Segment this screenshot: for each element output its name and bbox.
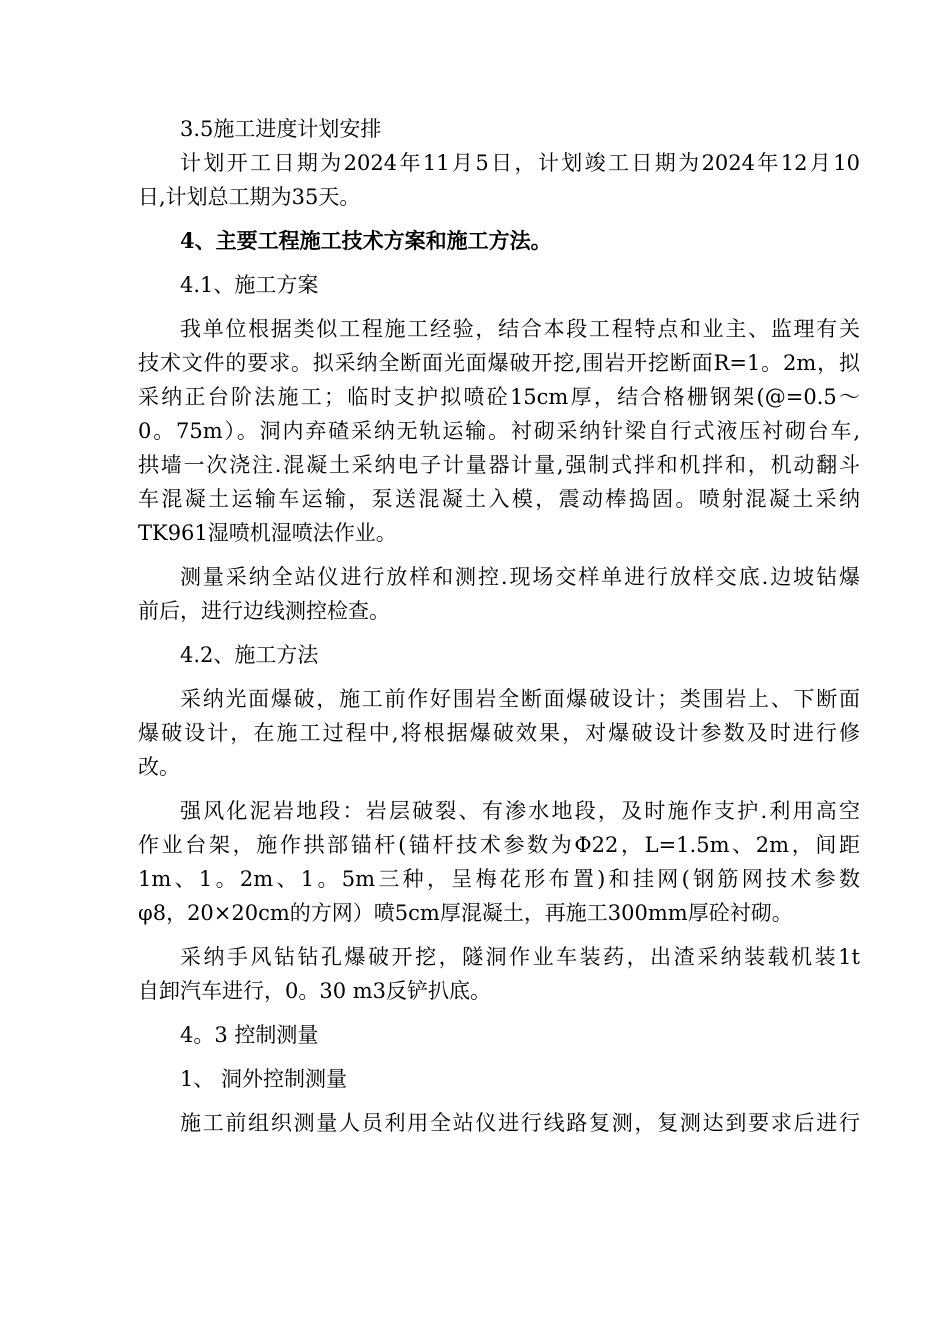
section-heading-4-3: 4。3 控制测量: [180, 1023, 319, 1047]
paragraph-line: 测量采纳全站仪进行放样和测控.现场交样单进行放样交底.边坡钻爆: [180, 565, 860, 589]
paragraph-line: 采纳光面爆破，施工前作好围岩全断面爆破设计；类围岩上、下断面: [180, 687, 860, 711]
section-heading-4: 4、主要工程施工技术方案和施工方法。: [180, 228, 552, 253]
paragraph-line: 施工前组织测量人员利用全站仪进行线路复测，复测达到要求后进行: [180, 1111, 860, 1135]
paragraph-line: 作业台架，施作拱部锚杆(锚杆技术参数为Φ22，L=1.5m、2m，间距: [138, 833, 860, 857]
paragraph-line: 前后，进行边线测控检查。: [138, 599, 390, 623]
paragraph-line: φ8，20×20cm的方网）喷5cm厚混凝土，再施工300mm厚砼衬砌。: [138, 901, 793, 925]
section-heading-4-2: 4.2、施工方法: [180, 643, 319, 667]
paragraph-line: 技术文件的要求。拟采纳全断面光面爆破开挖,围岩开挖断面R=1。2m，拟: [138, 351, 860, 375]
subsection-heading-1: 1、 洞外控制测量: [180, 1067, 348, 1091]
paragraph-line: 计划开工日期为2024年11月5日，计划竣工日期为2024年12月10: [180, 151, 860, 175]
section-heading-3-5: 3.5施工进度计划安排: [180, 117, 382, 141]
paragraph-line: 车混凝土运输车运输，泵送混凝土入模，震动棒捣固。喷射混凝土采纳: [138, 487, 860, 511]
paragraph-line: 0。75m）。洞内弃碴采纳无轨运输。衬砌采纳针梁自行式液压衬砌台车,: [138, 419, 860, 443]
paragraph-line: 采纳手风钻钻孔爆破开挖，隧洞作业车装药，出渣采纳装载机装1t: [180, 945, 860, 969]
section-heading-4-1: 4.1、施工方案: [180, 273, 319, 297]
paragraph-line: 日,计划总工期为35天。: [138, 185, 361, 209]
paragraph-line: 我单位根据类似工程施工经验，结合本段工程特点和业主、监理有关: [180, 317, 860, 341]
paragraph-line: TK961湿喷机湿喷法作业。: [138, 521, 397, 545]
paragraph-line: 1m、1。2m、1。5m三种，呈梅花形布置)和挂网(钢筋网技术参数: [138, 867, 860, 891]
paragraph-line: 自卸汽车进行，0。30 m3反铲扒底。: [138, 979, 492, 1003]
paragraph-line: 拱墙一次浇注.混凝土采纳电子计量器计量,强制式拌和机拌和，机动翻斗: [138, 453, 860, 477]
paragraph-line: 爆破设计，在施工过程中,将根据爆破效果，对爆破设计参数及时进行修: [138, 721, 860, 745]
paragraph-line: 采纳正台阶法施工；临时支护拟喷砼15cm厚，结合格栅钢架(@=0.5～: [138, 385, 860, 409]
document-body: [138, 112, 860, 1140]
paragraph-line: 强风化泥岩地段：岩层破裂、有渗水地段，及时施作支护.利用高空: [180, 799, 860, 823]
paragraph-line: 改。: [138, 755, 180, 779]
